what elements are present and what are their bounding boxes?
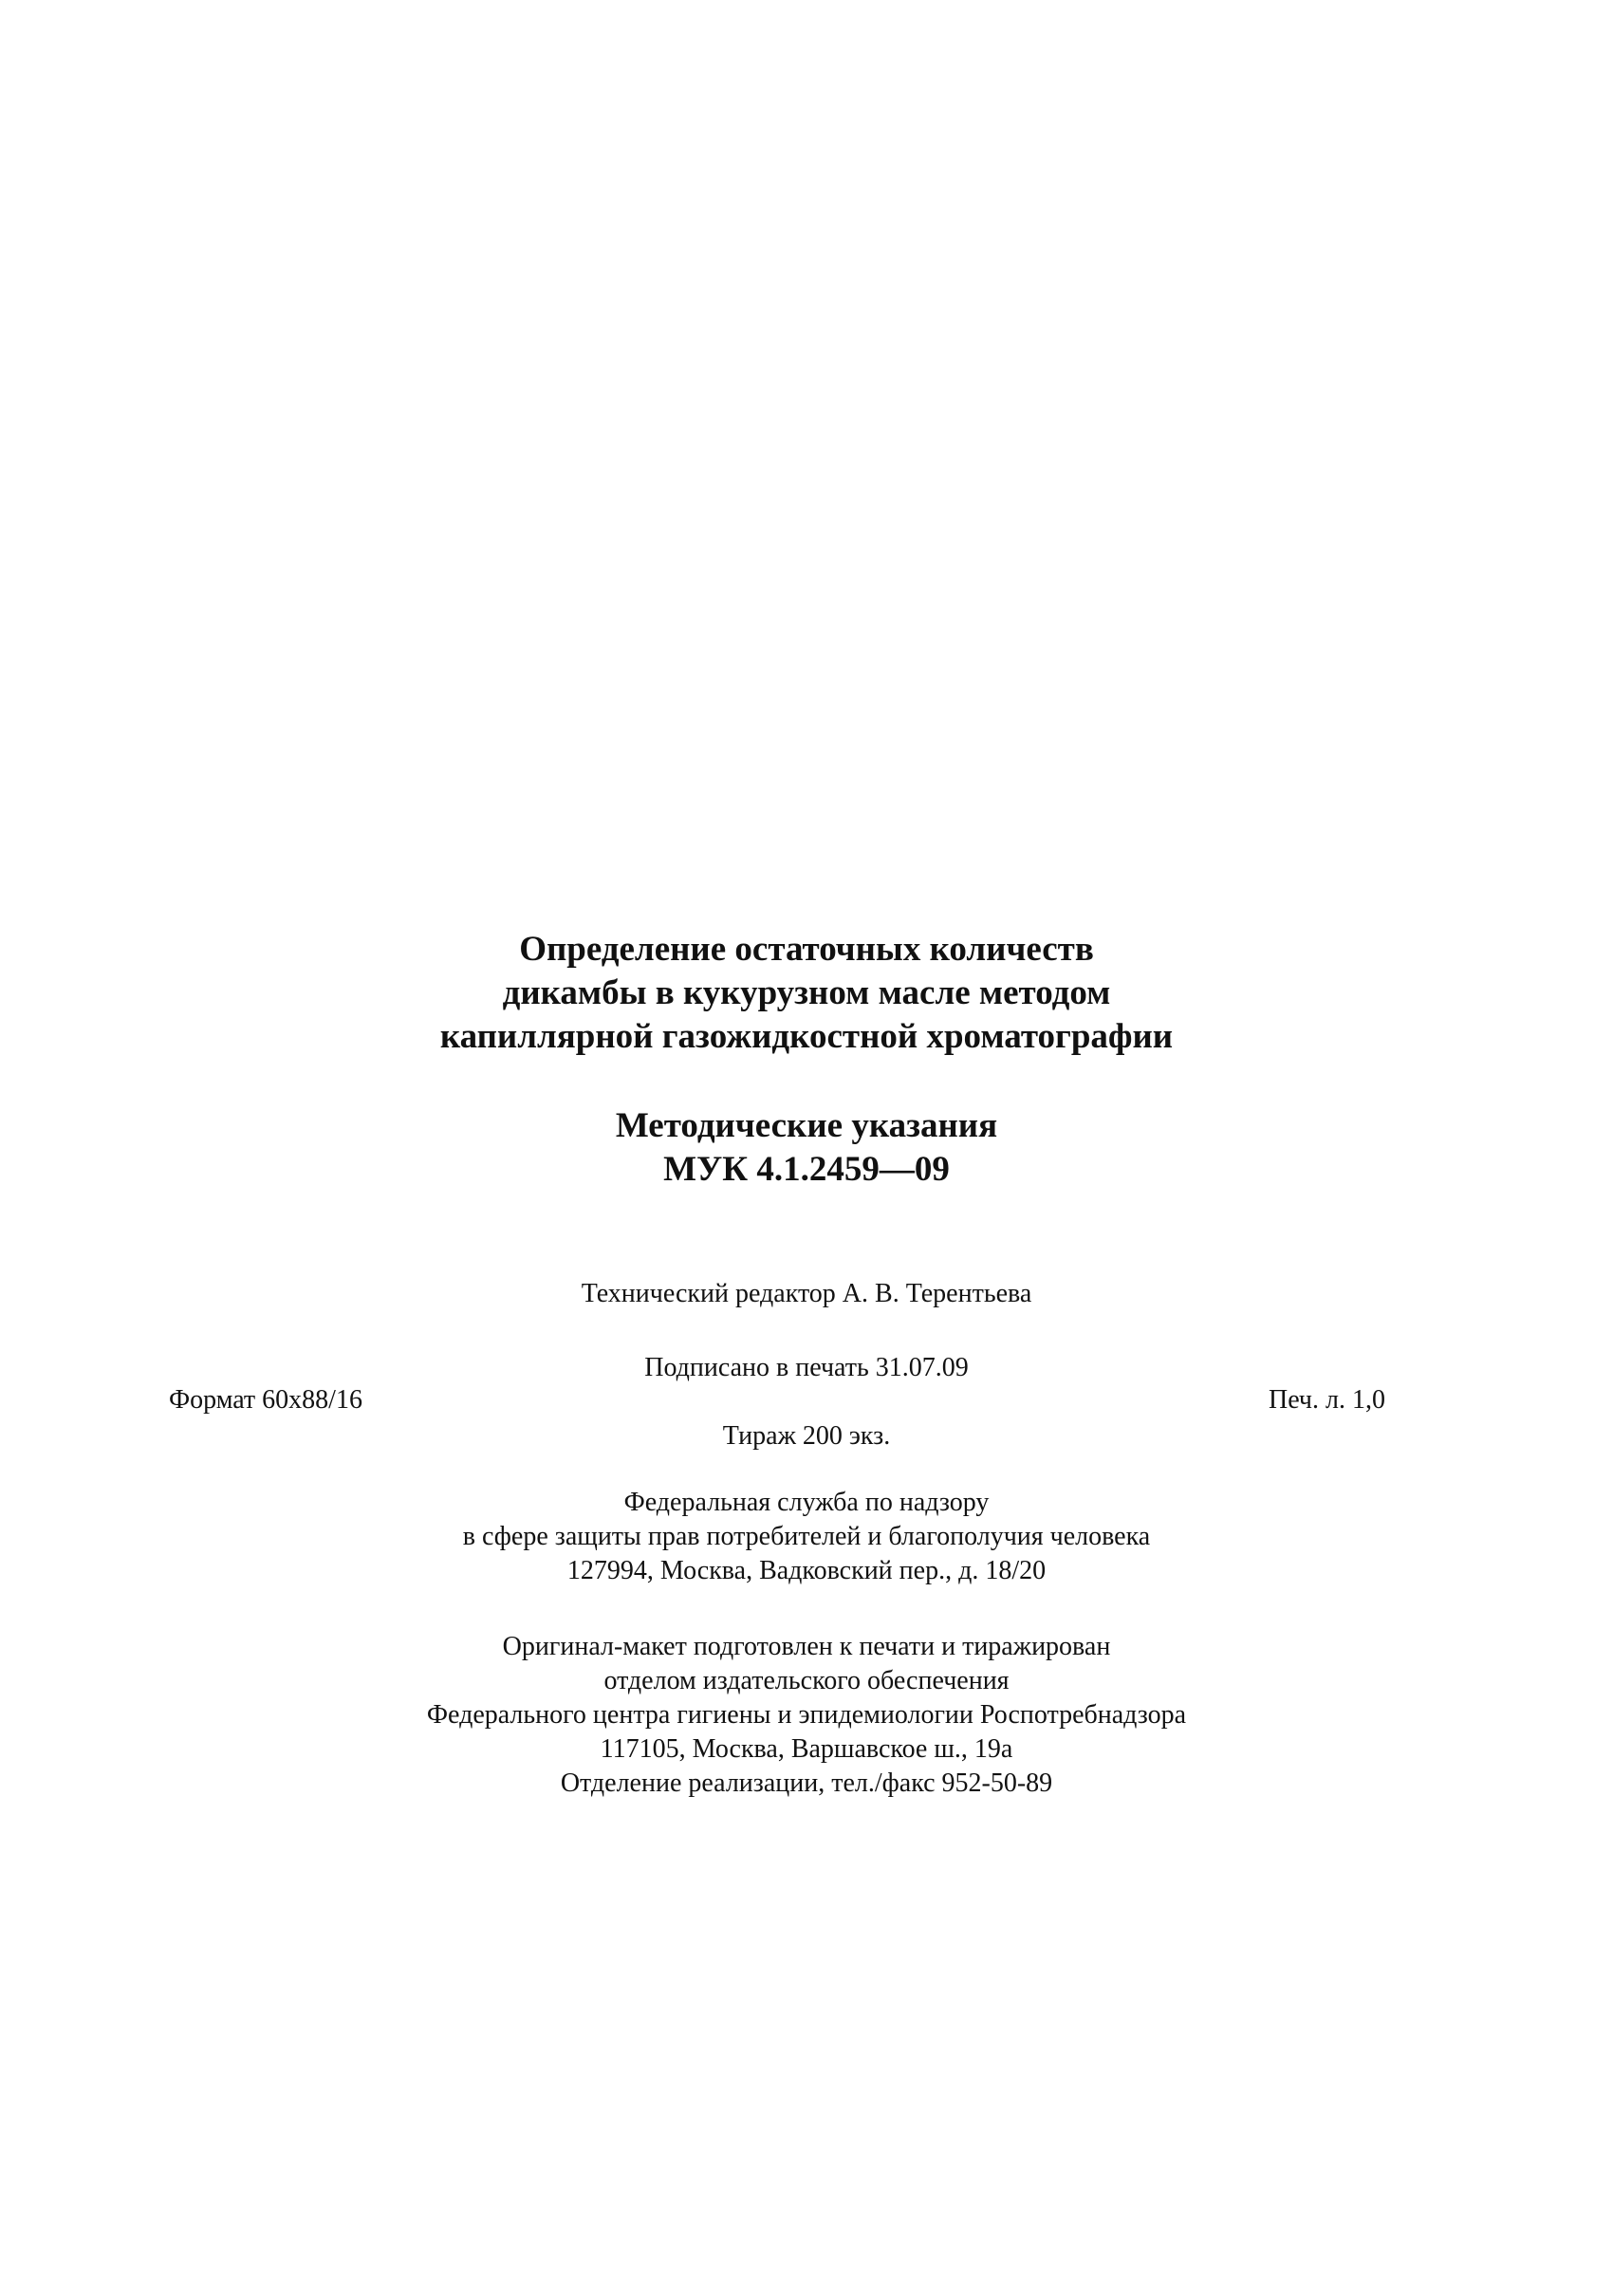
technical-editor-text: Технический редактор А. В. Терентьева <box>581 1279 1032 1308</box>
document-code: МУК 4.1.2459—09 <box>663 1150 950 1189</box>
title-line-3: капиллярной газожидкостной хроматографии <box>439 1017 1174 1056</box>
publisher-service <box>0 1486 1613 1588</box>
maket-address: 117105, Москва, Варшавское ш., 19а <box>600 1734 1013 1764</box>
print-run <box>0 1419 1613 1454</box>
signed-for-print <box>0 1351 1613 1385</box>
title-line-2: дикамбы в кукурузном масле методом <box>502 973 1111 1012</box>
printed-sheets: Печ. л. 1,0 <box>1268 1385 1385 1415</box>
service-line-2: в сфере защиты прав потребителей и благополучия человека <box>462 1522 1151 1551</box>
service-line-1: Федеральная служба по надзору <box>623 1488 990 1517</box>
signed-for-print-text: Подписано в печать 31.07.09 <box>644 1353 969 1382</box>
sales-department: Отделение реализации, тел./факс 952-50-89 <box>560 1768 1053 1798</box>
title-line-1: Определение остаточных количеств <box>519 930 1094 969</box>
service-address: 127994, Москва, Вадковский пер., д. 18/20 <box>566 1556 1047 1585</box>
document-title <box>0 928 1613 1059</box>
print-run-text: Тираж 200 экз. <box>722 1421 891 1451</box>
technical-editor <box>0 1277 1613 1311</box>
document-subtitle <box>0 1104 1613 1192</box>
maket-line-2: отделом издательского обеспечения <box>603 1666 1010 1695</box>
subtitle-line-1: Методические указания <box>615 1106 998 1145</box>
paper-format: Формат 60x88/16 <box>169 1385 362 1415</box>
maket-line-3: Федерального центра гигиены и эпидемиологии Роспотребнадзора <box>426 1700 1187 1730</box>
maket-line-1: Оригинал-макет подготовлен к печати и тиражирован <box>502 1632 1111 1661</box>
layout-producer <box>0 1630 1613 1801</box>
